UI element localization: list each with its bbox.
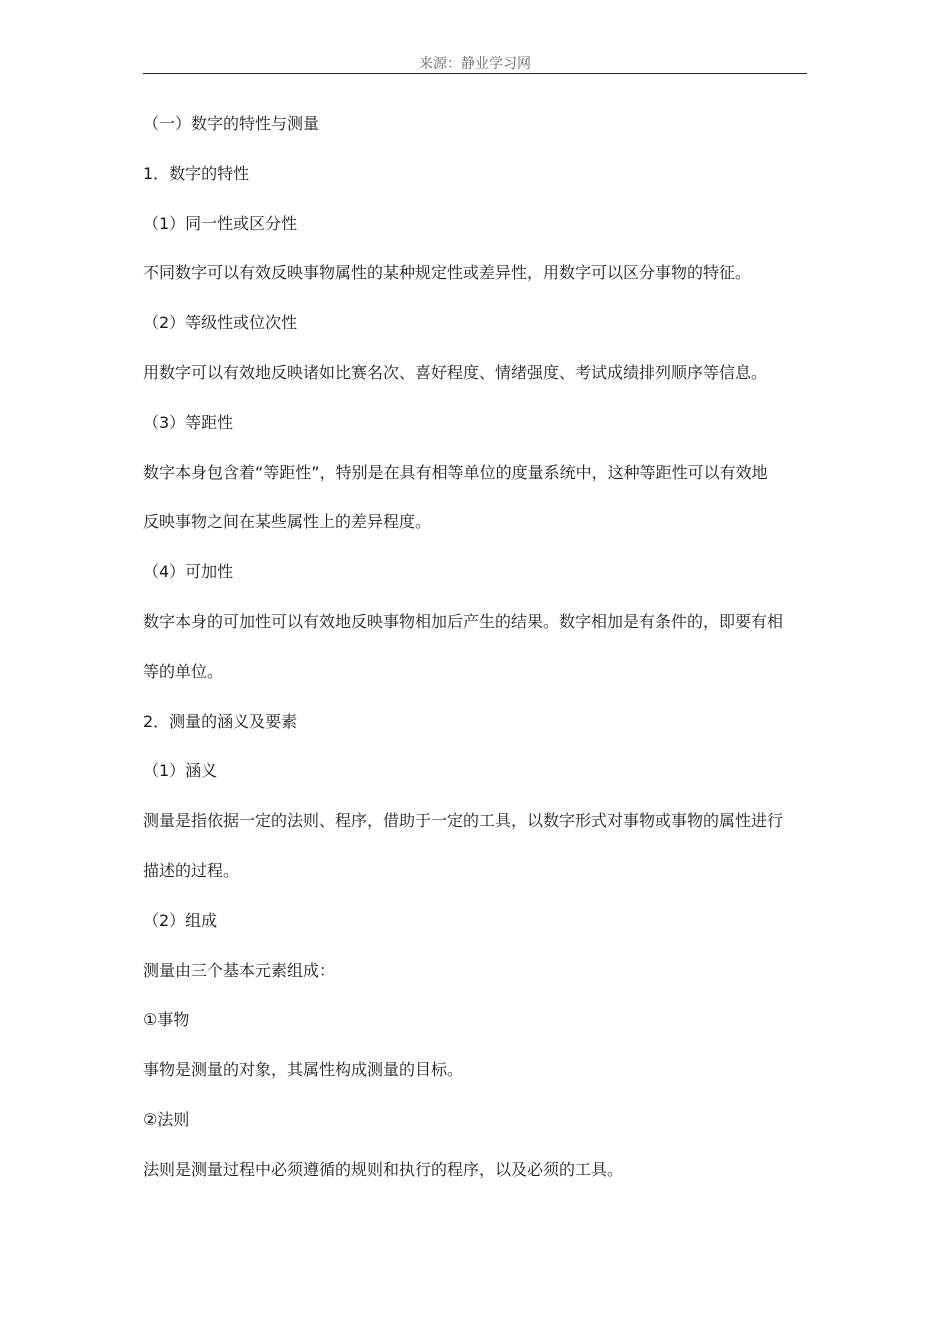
paragraph-line: 描述的过程。 <box>143 860 240 880</box>
paragraph-line: 数字本身包含着“等距性”，特别是在具有相等单位的度量系统中，这种等距性可以有效地 <box>143 462 768 482</box>
item-heading: （2）组成 <box>143 910 218 930</box>
paragraph-line: 法则是测量过程中必须遵循的规则和执行的程序，以及必须的工具。 <box>143 1159 624 1179</box>
item-heading: （3）等距性 <box>143 412 234 432</box>
item-heading: （1）同一性或区分性 <box>143 213 298 233</box>
subsection-heading: 1．数字的特性 <box>143 163 250 183</box>
subsection-heading: 2．测量的涵义及要素 <box>143 711 298 731</box>
list-item-heading: ①事物 <box>143 1010 190 1030</box>
paragraph-line: 测量是指依据一定的法则、程序，借助于一定的工具，以数字形式对事物或事物的属性进行 <box>143 811 784 831</box>
paragraph-line: 反映事物之间在某些属性上的差异程度。 <box>143 512 432 532</box>
section-heading: （一）数字的特性与测量 <box>143 114 320 133</box>
list-item-heading: ②法则 <box>143 1109 190 1129</box>
item-heading: （2）等级性或位次性 <box>143 313 298 333</box>
paragraph-line: 事物是测量的对象，其属性构成测量的目标。 <box>143 1060 464 1080</box>
paragraph-line: 用数字可以有效地反映诸如比赛名次、喜好程度、情绪强度、考试成绩排列顺序等信息。 <box>143 362 768 382</box>
paragraph-line: 测量由三个基本元素组成： <box>143 960 336 980</box>
paragraph-line: 等的单位。 <box>143 661 224 681</box>
item-heading: （4）可加性 <box>143 562 234 582</box>
paragraph-line: 不同数字可以有效反映事物属性的某种规定性或差异性，用数字可以区分事物的特征。 <box>143 263 752 283</box>
page-header-source: 来源：静业学习网 <box>143 55 807 74</box>
paragraph-line: 数字本身的可加性可以有效地反映事物相加后产生的结果。数字相加是有条件的，即要有相 <box>143 611 784 631</box>
item-heading: （1）涵义 <box>143 761 218 781</box>
document-body <box>143 111 807 1207</box>
